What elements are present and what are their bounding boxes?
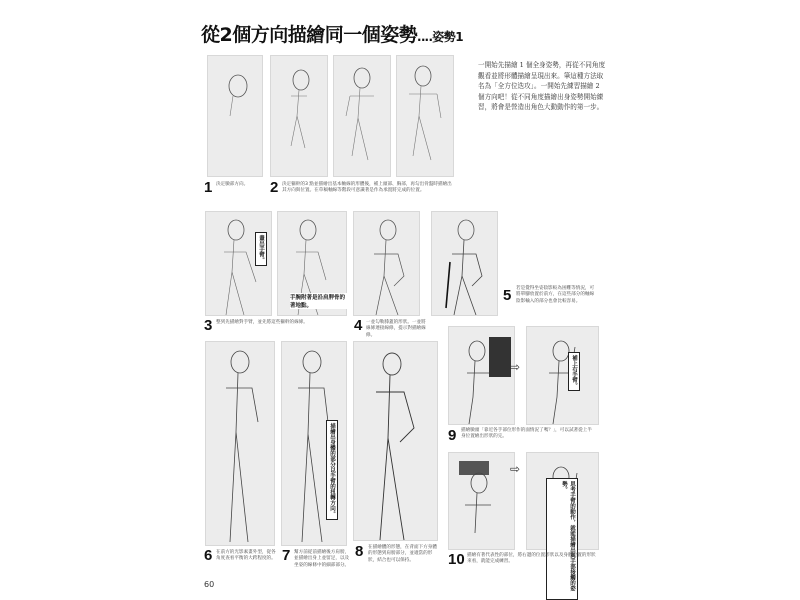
step-number-1: 1 <box>204 179 213 196</box>
figure-sketch-8 <box>354 342 437 540</box>
figure-sketch-1 <box>208 56 262 176</box>
step-caption-9: 描繪臉頭「靠近各手部位形作的面情況了嗎？」，可以試著從上半身位置繪出形狀的完。 <box>461 428 592 440</box>
step-number-4: 4 <box>354 317 363 334</box>
sketch-panel-6 <box>205 341 275 546</box>
figure-sketch-2a <box>271 56 327 176</box>
figure-sketch-6 <box>206 342 274 545</box>
figure-sketch-2c <box>397 56 453 176</box>
step-caption-8: 在描繪體的形態，在背面下方身體的形態到肩膀部分，並適當的形狀，結合也可以保持。 <box>368 545 437 563</box>
figure-sketch-9b <box>527 327 598 424</box>
sketch-panel-10a <box>448 452 515 550</box>
step-caption-1: 決定臉部方向。 <box>216 182 249 187</box>
step-caption-4: 一並勾勒膝蓋的形狀。一並將線條連接線條，提示對描繪線條。 <box>366 320 426 338</box>
step-number-2: 2 <box>270 179 279 196</box>
page-subtitle: ‥‥姿勢1 <box>417 30 464 44</box>
annotation-4: 補上右手臂。 <box>568 352 580 391</box>
figure-sketch-2b <box>334 56 390 176</box>
step-number-8: 8 <box>355 543 364 560</box>
annotation-2: 手腕附著是沿肩胛骨的著地點。 <box>290 293 350 309</box>
step-caption-6: 在前方的光影素畫外型，從各角度查看平衡的大跨程度的。 <box>216 550 276 562</box>
step-caption-3: 整到先描繪對手臂，並先將這些軀幹的線條。 <box>216 320 308 325</box>
annotation-3-vertical: 描繪出身體的部分以手臂的扭轉方向。 <box>326 420 338 520</box>
page-number: 60 <box>204 580 215 589</box>
sketch-panel-9a <box>448 326 515 425</box>
step-number-9: 9 <box>448 427 457 444</box>
sketch-panel-4 <box>353 211 420 316</box>
sketch-panel-8 <box>353 341 438 541</box>
sketch-panel-1 <box>207 55 263 177</box>
intro-paragraph: 一開始先描繪 1 個全身姿勢，再從不同角度觀看並將形體描繪呈現出來。筆這種方法取名為「全方位迭攻」。一開始先練習描繪 2 個方向吧！從不同角度描繪出身姿勢開始練習，將會是營造出角色大動動作的第一步。 <box>478 61 606 111</box>
sketch-panel-5 <box>431 211 498 316</box>
step-number-5: 5 <box>503 287 512 304</box>
step-number-7: 7 <box>282 547 291 564</box>
step-number-10: 10 <box>448 551 465 568</box>
figure-sketch-5 <box>432 212 497 315</box>
step-caption-10: 描繪有著代表性的部位，將右邊的位置形狀以及身體位置的形狀來看，就能完成練習。 <box>467 553 596 565</box>
sketch-panel-2b <box>333 55 391 177</box>
figure-sketch-9a <box>449 327 514 424</box>
annotation-5: 思考手臂的動作，就能描繪出與手部接觸的姿勢。 <box>546 478 578 600</box>
sketch-panel-2c <box>396 55 454 177</box>
sketch-panel-2a <box>270 55 328 177</box>
arrow-right-icon: ⇨ <box>510 360 521 374</box>
step-number-6: 6 <box>204 547 213 564</box>
annotation-1: 畫出手臂。 <box>255 232 267 266</box>
figure-sketch-10a <box>449 453 514 549</box>
step-caption-2: 決定軀幹的3 點並描繪出基本軸線的形體後，補上頭部、胸部，再勾出骨盤時描繪出其方向與位置。在草稿軸線等階段可意識著是作為承置將完成的位置。 <box>282 182 452 194</box>
sketch-panel-9b <box>526 326 599 425</box>
page-title: 從2個方向描繪同一個姿勢‥‥姿勢1 <box>201 24 464 46</box>
step-caption-5: 若是覺得坐姿陰影較為困難等情況，可將單腳放置於前方，在這些部分的軸線陰影輸入的部分也會比較容易。 <box>516 286 595 304</box>
figure-sketch-4 <box>354 212 419 315</box>
step-number-3: 3 <box>204 317 213 334</box>
arrow-right-icon-2: ⇨ <box>510 462 521 476</box>
step-caption-7: 幫方前從前描繪後方肩膀，並描繪出身上並留足，以及坐姿的線條中的細部部分。 <box>294 550 350 568</box>
